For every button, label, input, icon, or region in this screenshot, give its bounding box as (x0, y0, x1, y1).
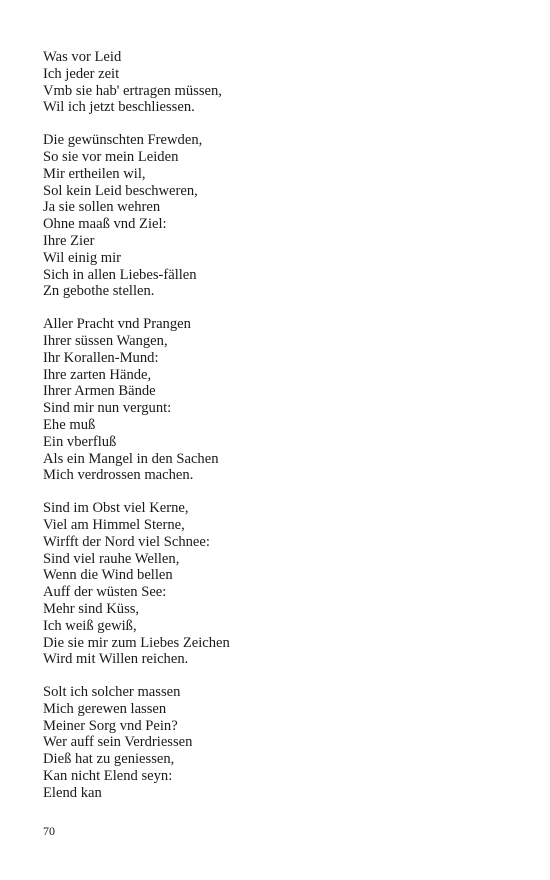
stanza-1 (43, 49, 523, 116)
poem-line: Sol kein Leid beschweren, (43, 182, 198, 199)
poem-line: Ich jeder zeit (43, 65, 120, 82)
poem-line: Wil ich jetzt beschliessen. (43, 99, 195, 116)
poem-line: Ihre zarten Hände, (43, 366, 152, 383)
poem-line: Sind viel rauhe Wellen, (43, 550, 180, 567)
poem-line: Ihrer süssen Wangen, (43, 332, 168, 349)
poem-line: Kan nicht Elend seyn: (43, 768, 173, 785)
poem-line: Ja sie sollen wehren (43, 199, 161, 216)
poem-line: Sind mir nun vergunt: (43, 400, 172, 417)
poem-line: Ihrer Armen Bände (43, 383, 156, 400)
poem-line: Wird mit Willen reichen. (43, 651, 189, 668)
poem-line: Was vor Leid (43, 49, 122, 65)
poem-line: Sind im Obst viel Kerne, (43, 500, 189, 517)
poem-line: Sich in allen Liebes-fällen (43, 266, 197, 283)
poem-line: Zn gebothe stellen. (43, 283, 155, 300)
poem-line: Ihre Zier (43, 232, 95, 249)
poem-line: Mehr sind Küss, (43, 600, 140, 617)
poem-line: Als ein Mangel in den Sachen (43, 450, 219, 467)
poem-line: Die sie mir zum Liebes Zeichen (43, 634, 230, 651)
stanza-5 (43, 684, 523, 802)
poem-line: So sie vor mein Leiden (43, 148, 179, 165)
poem-line: Aller Pracht vnd Prangen (43, 316, 191, 333)
poem-line: Elend kan (43, 784, 102, 801)
poem-line: Dieß hat zu geniessen, (43, 751, 175, 768)
poem-line: Mich gerewen lassen (43, 700, 167, 717)
poem-line: Auff der wüsten See: (43, 584, 167, 601)
poem-line: Viel am Himmel Sterne, (43, 516, 185, 533)
poem-line: Ich weiß gewiß, (43, 617, 137, 634)
poem-line: Wirfft der Nord viel Schnee: (43, 533, 210, 550)
poem-line: Ehe muß (43, 416, 96, 433)
poem-line: Vmb sie hab' ertragen müssen, (43, 82, 222, 99)
poem-line: Solt ich solcher massen (43, 684, 181, 701)
page-number: 70 (43, 824, 55, 838)
poem-line: Mir ertheilen wil, (43, 165, 146, 182)
poem-text (43, 49, 523, 818)
poem-line: Meiner Sorg vnd Pein? (43, 717, 178, 734)
stanza-2 (43, 132, 523, 300)
stanza-4 (43, 500, 523, 668)
poem-line: Wer auff sein Verdriessen (43, 734, 193, 751)
poem-line: Ein vberfluß (43, 433, 117, 450)
stanza-3 (43, 316, 523, 484)
poem-line: Wenn die Wind bellen (43, 567, 173, 584)
poem-line: Wil einig mir (43, 249, 122, 266)
poem-line: Die gewünschten Frewden, (43, 132, 203, 149)
poem-line: Mich verdrossen machen. (43, 467, 194, 484)
poem-line: Ihr Korallen-Mund: (43, 349, 159, 366)
poem-line: Ohne maaß vnd Ziel: (43, 216, 167, 233)
